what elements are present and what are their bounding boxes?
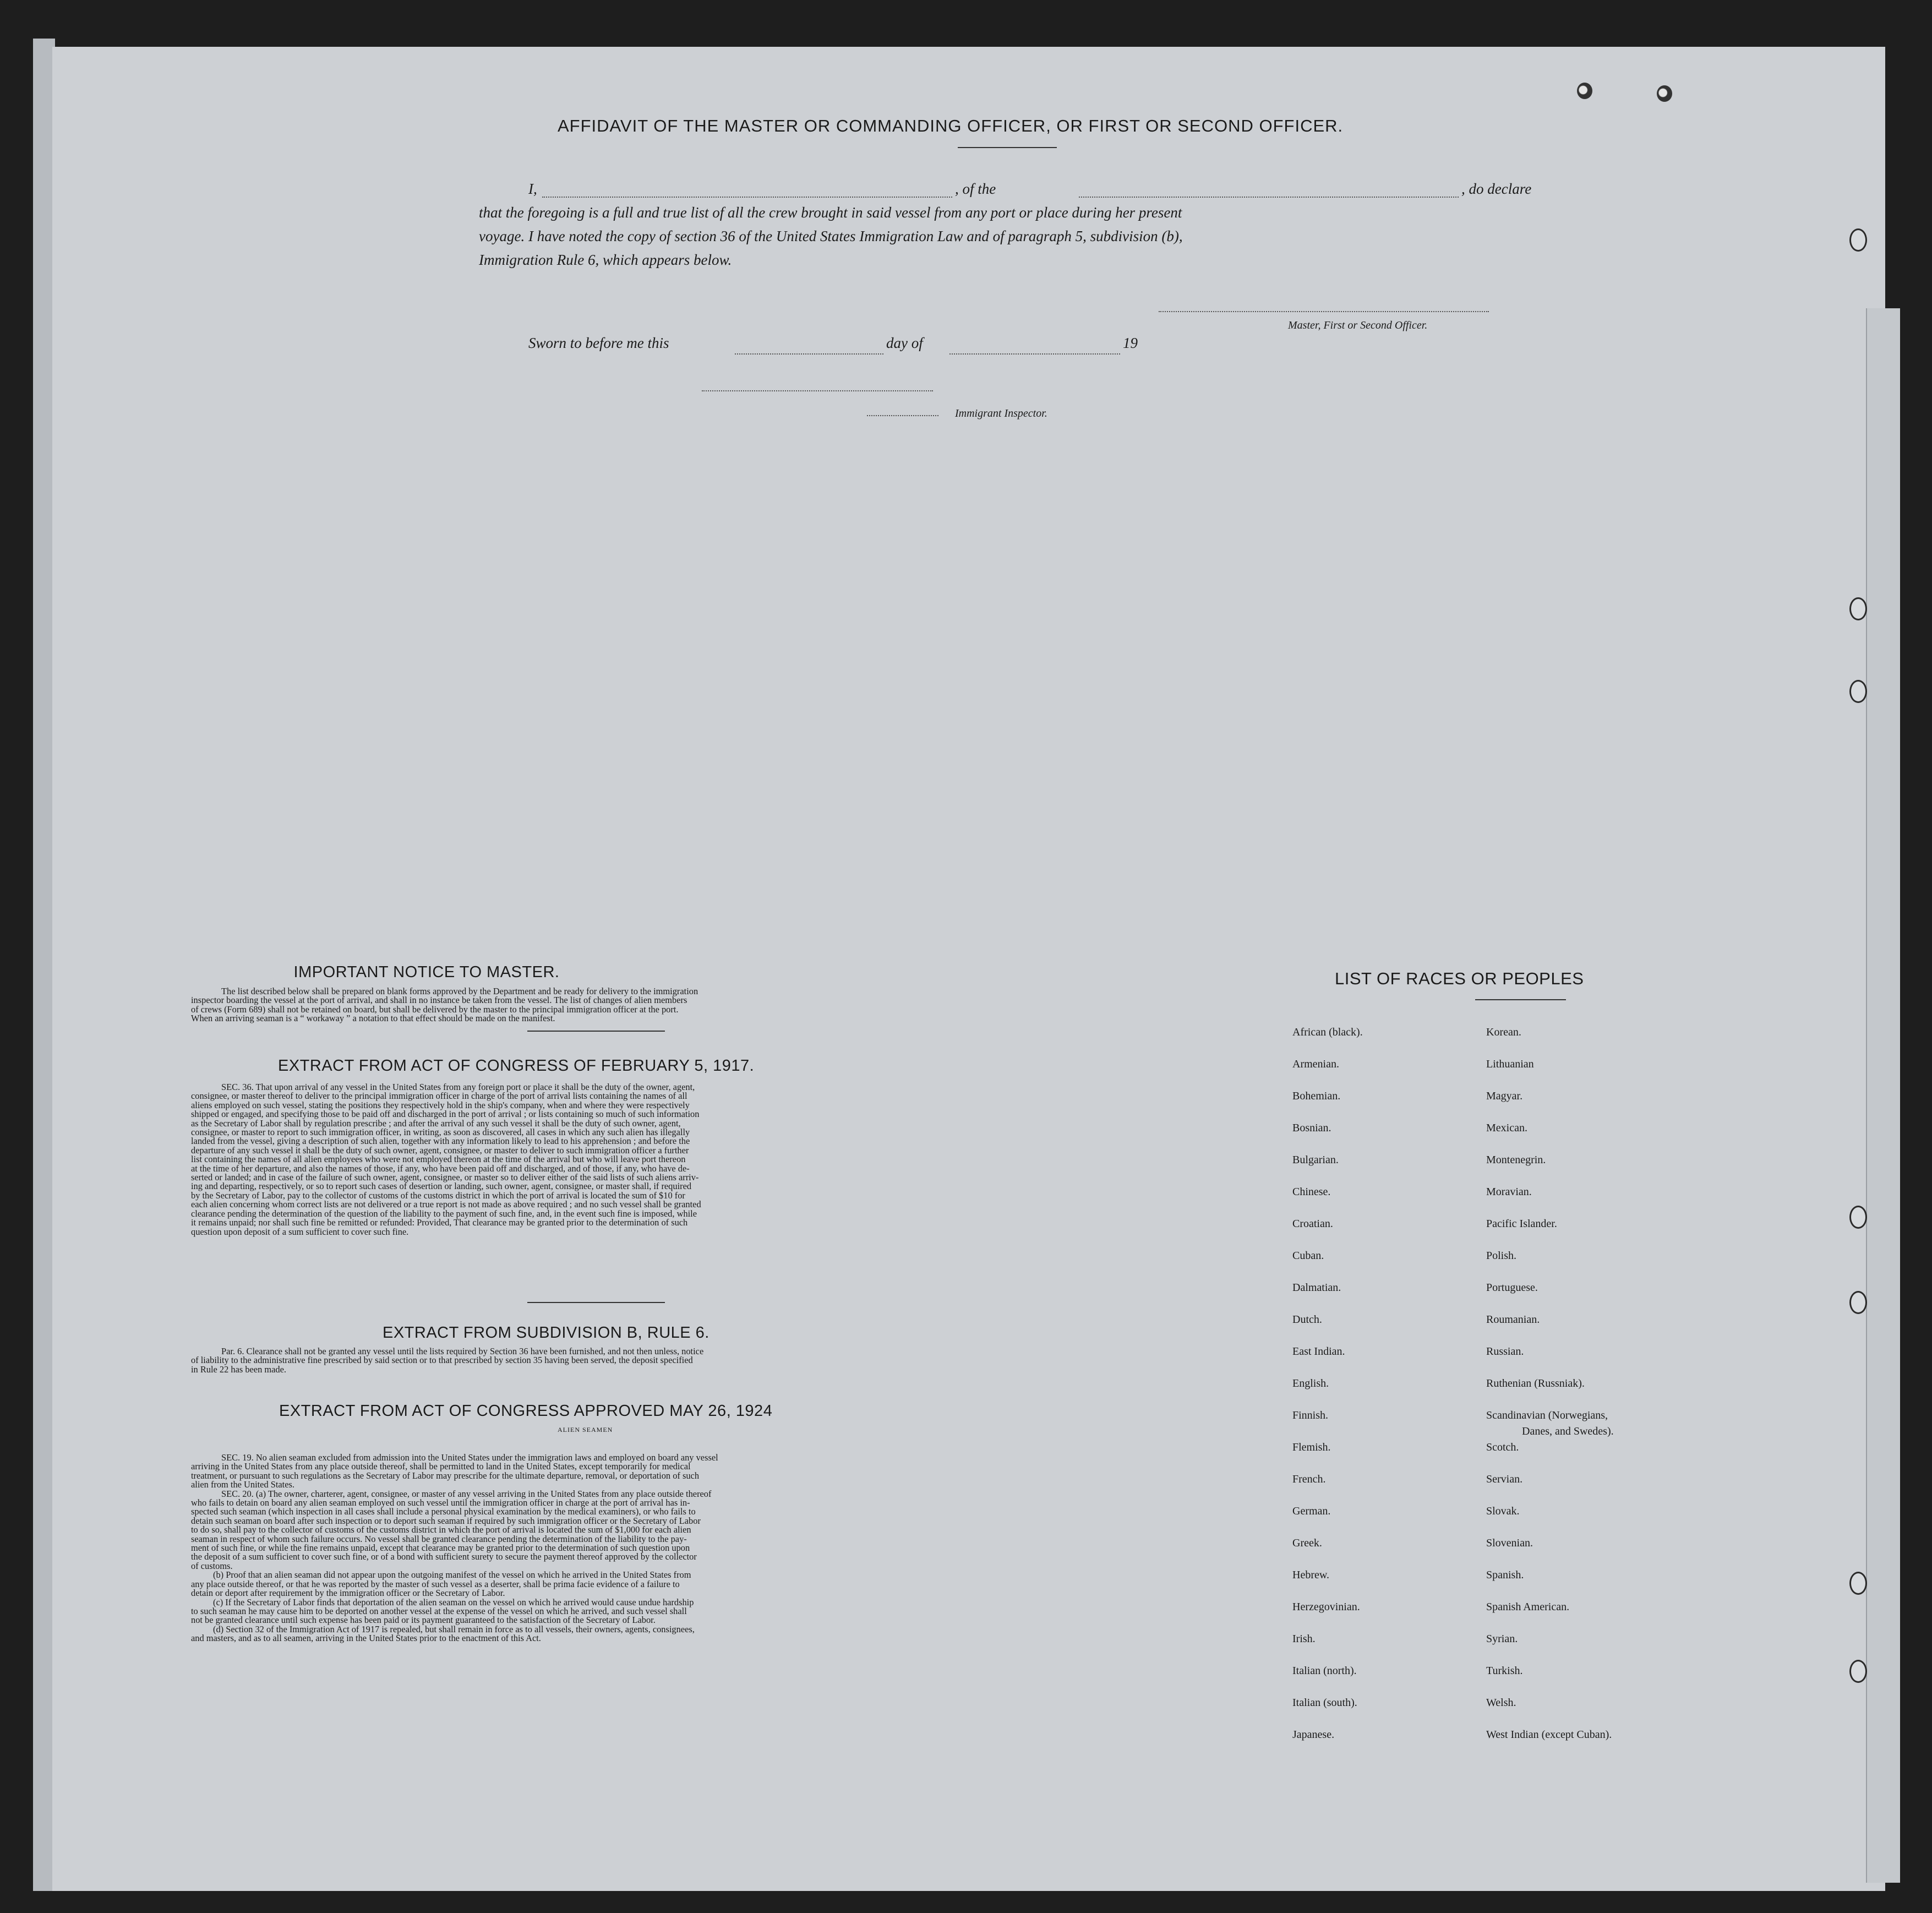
extract-1924-line: (c) If the Secretary of Labor finds that deportation of the alien seaman on the vessel on which he arrived would cause undue hardship bbox=[213, 1596, 694, 1607]
day-blank bbox=[735, 352, 883, 355]
binder-hole-icon bbox=[1849, 1572, 1867, 1595]
race-item: Pacific Islander. bbox=[1486, 1218, 1557, 1230]
race-item: Bulgarian. bbox=[1292, 1154, 1339, 1166]
extract-1917-line: aliens employed on such vessel, stating the positions they respectively hold in the ship's company, when and where they were respectively bbox=[191, 1099, 690, 1110]
rule-6-text bbox=[191, 1347, 1055, 1374]
extract-1924-line: ment of such fine, or while the fine remains unpaid, except that clearance may be granted prior to the determination of such question upon bbox=[191, 1543, 690, 1554]
race-item: Herzegovinian. bbox=[1292, 1601, 1360, 1613]
notice-line: inspector boarding the vessel at the port of arrival, and shall in no instance be taken from the vessel. The list of changes of alien members bbox=[191, 995, 687, 1006]
inspector-signature-line bbox=[702, 389, 933, 391]
race-item: Magyar. bbox=[1486, 1090, 1523, 1102]
extract-1924-line: any place outside thereof, or that he was reported by the master of such vessel as a deserter, shall be prima facie evidence of a failure to bbox=[191, 1578, 680, 1589]
grommet-icon bbox=[1657, 85, 1672, 102]
extract-1924-line: SEC. 19. No alien seaman excluded from admission into the United States under the immigration laws and employed on board any vessel bbox=[221, 1452, 718, 1463]
affidavit-of-the-label: , of the bbox=[955, 181, 996, 197]
race-item: Irish. bbox=[1292, 1633, 1316, 1645]
extract-1917-line: each alien concerning whom correct lists are not delivered or a true report is not made as above required ; and no such vessel shall be granted bbox=[191, 1199, 701, 1210]
race-item: German. bbox=[1292, 1505, 1331, 1517]
race-item: West Indian (except Cuban). bbox=[1486, 1729, 1612, 1741]
notice-line: of crews (Form 689) shall not be retained on board, but shall be delivered by the master to the principal immigration officer at the port. bbox=[191, 1004, 679, 1015]
extract-1924-line: to do so, shall pay to the collector of customs of the customs district in which the port of arrival is located the sum of $1,000 for each alien bbox=[191, 1524, 691, 1535]
extract-1924-line: of customs. bbox=[191, 1560, 233, 1571]
race-item: Scandinavian (Norwegians, bbox=[1486, 1409, 1608, 1421]
month-blank bbox=[949, 352, 1120, 355]
rule-6-title: EXTRACT FROM SUBDIVISION B, RULE 6. bbox=[383, 1324, 710, 1342]
race-item: Dalmatian. bbox=[1292, 1282, 1341, 1294]
binder-hole-icon bbox=[1849, 680, 1867, 703]
race-item: Finnish. bbox=[1292, 1409, 1329, 1421]
extract-1917-line: clearance pending the determination of the question of the liability to the payment of such fine, and, in the event such fine is imposed, while bbox=[191, 1208, 697, 1219]
race-item: Croatian. bbox=[1292, 1218, 1333, 1230]
extract-1917-line: SEC. 36. That upon arrival of any vessel in the United States from any foreign port or place it shall be the duty of the owner, agent, bbox=[221, 1082, 695, 1092]
race-item: Greek. bbox=[1292, 1537, 1322, 1549]
race-item: French. bbox=[1292, 1473, 1326, 1485]
extract-1917-line: serted or landed; and in case of the failure of such owner, agent, consignee, or master so to deliver either of the said lists of such aliens arriv- bbox=[191, 1172, 699, 1183]
race-item: Portuguese. bbox=[1486, 1282, 1538, 1294]
extract-1924-line: not be granted clearance until such expense has been paid or its payment guaranteed to the satisfaction of the Secretary of Labor. bbox=[191, 1615, 656, 1626]
race-item: Mexican. bbox=[1486, 1122, 1527, 1134]
race-item: Montenegrin. bbox=[1486, 1154, 1546, 1166]
extract-1917-line: shipped or engaged, and specifying those to be paid off and discharged in the port of arrival ; or lists containing so much of such information bbox=[191, 1109, 700, 1120]
master-signature-line bbox=[1159, 310, 1489, 312]
divider bbox=[527, 1031, 665, 1032]
race-item: Turkish. bbox=[1486, 1665, 1523, 1677]
affidavit-title: AFFIDAVIT OF THE MASTER OR COMMANDING OFFICER, OR FIRST OR SECOND OFFICER. bbox=[558, 116, 1344, 135]
extract-1917-line: by the Secretary of Labor, pay to the collector of customs of the customs district in which the port of arrival is located the sum of $10 for bbox=[191, 1190, 685, 1201]
race-item: Cuban. bbox=[1292, 1250, 1324, 1262]
race-item: Servian. bbox=[1486, 1473, 1523, 1485]
extract-1924-line: the deposit of a sum sufficient to cover such fine, or of a bond with sufficient surety to secure the payment thereof approved by the collector bbox=[191, 1551, 697, 1562]
extract-1924-text bbox=[191, 1453, 1055, 1643]
divider bbox=[1475, 999, 1566, 1000]
binder-hole-icon bbox=[1849, 597, 1867, 620]
affidavit-declare-label: , do declare bbox=[1461, 181, 1532, 197]
race-item: Danes, and Swedes). bbox=[1522, 1425, 1614, 1437]
binder-hole-icon bbox=[1849, 1660, 1867, 1683]
page-underlay-edge bbox=[33, 39, 55, 1891]
rule-6-line: Par. 6. Clearance shall not be granted any vessel until the lists required by Section 36 have been furnished, and not then unless, notice bbox=[221, 1346, 704, 1356]
binder-hole-icon bbox=[1849, 1291, 1867, 1314]
extract-1924-line: and masters, and as to all seamen, arriving in the United States prior to the enactment of this Act. bbox=[191, 1633, 541, 1644]
race-item: Slovak. bbox=[1486, 1505, 1520, 1517]
race-item: Welsh. bbox=[1486, 1697, 1516, 1709]
extract-1917-text bbox=[191, 1083, 1055, 1236]
extract-1924-line: spected such seaman (which inspection in all cases shall include a personal physical examination by the medical examiners), or who fails to bbox=[191, 1506, 696, 1517]
race-item: Roumanian. bbox=[1486, 1314, 1540, 1326]
extract-1924-line: to such seaman he may cause him to be deported on another vessel at the expense of the vessel on which he arrived, and such vessel shall bbox=[191, 1605, 687, 1616]
master-signature-label: Master, First or Second Officer. bbox=[1288, 319, 1428, 331]
race-item: English. bbox=[1292, 1377, 1329, 1389]
sworn-label: Sworn to before me this bbox=[528, 335, 669, 351]
extract-1924-line: alien from the United States. bbox=[191, 1479, 294, 1490]
extract-1917-line: it remains unpaid; nor shall such fine be remitted or refunded: Provided, That clearance may be granted prior to the determination of such bbox=[191, 1217, 688, 1228]
inspector-label: Immigrant Inspector. bbox=[955, 407, 1047, 419]
extract-1924-line: treatment, or pursuant to such regulations as the Secretary of Labor may prescribe for the ultimate departure, removal, or deportation of such bbox=[191, 1470, 700, 1481]
extract-1924-line: SEC. 20. (a) The owner, charterer, agent, consignee, or master of any vessel arriving in the United States from any place outside thereof bbox=[221, 1488, 712, 1499]
name-blank bbox=[542, 195, 952, 198]
rule-6-line: of liability to the administrative fine prescribed by said section or to that prescribed by section 35 having been served, the deposit specified bbox=[191, 1355, 693, 1366]
race-item: Dutch. bbox=[1292, 1314, 1322, 1326]
race-item: Korean. bbox=[1486, 1026, 1521, 1038]
binder-hole-icon bbox=[1849, 1206, 1867, 1229]
race-item: Bohemian. bbox=[1292, 1090, 1341, 1102]
extract-1917-line: consignee, or master thereof to deliver to the principal immigration officer in charge of the port of arrival lists containing the names of all bbox=[191, 1091, 687, 1102]
races-title: LIST OF RACES OR PEOPLES bbox=[1335, 969, 1584, 988]
extract-1917-title: EXTRACT FROM ACT OF CONGRESS OF FEBRUARY 5, 1917. bbox=[278, 1057, 755, 1075]
race-item: Flemish. bbox=[1292, 1441, 1331, 1453]
extract-1917-line: question upon deposit of a sum sufficient to cover such fine. bbox=[191, 1226, 409, 1237]
notice-title: IMPORTANT NOTICE TO MASTER. bbox=[293, 963, 560, 981]
extract-1924-line: (b) Proof that an alien seaman did not appear upon the outgoing manifest of the vessel on which he arrived in the United States from bbox=[213, 1569, 691, 1580]
notice-line: When an arriving seaman is a “ workaway ” a notation to that effect should be made on the manifest. bbox=[191, 1013, 555, 1024]
race-item: Spanish American. bbox=[1486, 1601, 1570, 1613]
race-item: Lithuanian bbox=[1486, 1058, 1534, 1070]
extract-1917-line: list containing the names of all alien employees who were not employed thereon at the time of the arrival but who will leave port thereon bbox=[191, 1154, 686, 1165]
race-item: Polish. bbox=[1486, 1250, 1517, 1262]
rule-6-line: in Rule 22 has been made. bbox=[191, 1364, 286, 1375]
extract-1917-line: ing and departing, respectively, or so to report such cases of desertion or landing, such owner, agent, consignee, or master shall, if required bbox=[191, 1181, 692, 1192]
binder-hole-icon bbox=[1849, 228, 1867, 252]
extract-1924-line: seaman in respect of whom such failure occurs. No vessel shall be granted clearance pending the determination of the liability to the pay- bbox=[191, 1533, 687, 1544]
right-page-edge bbox=[1866, 308, 1900, 1883]
affidavit-line-3: Immigration Rule 6, which appears below. bbox=[479, 252, 732, 268]
race-item: Italian (north). bbox=[1292, 1665, 1357, 1677]
extract-1917-line: at the time of her departure, and also the names of those, if any, who have been paid off and discharged, and of those, if any, who have de- bbox=[191, 1163, 690, 1174]
extract-1924-line: detain such seaman on board after such inspection or to deport such seaman if required by such immigration officer or the Secretary of Labor bbox=[191, 1515, 701, 1526]
extract-1924-line: arriving in the United States from any place outside thereof, shall be permitted to land in the United States, except temporarily for medical bbox=[191, 1461, 691, 1472]
extract-1917-line: as the Secretary of Labor shall by regulation prescribe ; and after the arrival of any such vessel it shall be the duty of such owner, agent, bbox=[191, 1118, 681, 1129]
notice-text bbox=[191, 987, 1055, 1023]
alien-seamen-subtitle: ALIEN SEAMEN bbox=[558, 1426, 613, 1434]
race-item: Bosnian. bbox=[1292, 1122, 1331, 1134]
affidavit-i-label: I, bbox=[528, 181, 537, 197]
form-page bbox=[52, 47, 1885, 1891]
race-item: Italian (south). bbox=[1292, 1697, 1357, 1709]
race-item: Scotch. bbox=[1486, 1441, 1519, 1453]
race-item: Hebrew. bbox=[1292, 1569, 1330, 1581]
divider bbox=[958, 147, 1057, 148]
race-item: Ruthenian (Russniak). bbox=[1486, 1377, 1585, 1389]
extract-1917-line: consignee, or master to report to such immigration officer, in writing, as soon as discovered, all cases in which any such alien has illegally bbox=[191, 1127, 690, 1138]
race-item: Spanish. bbox=[1486, 1569, 1524, 1581]
affidavit-line-2: voyage. I have noted the copy of section 36 of the United States Immigration Law and of paragraph 5, subdivision (b), bbox=[479, 228, 1183, 244]
notice-line: The list described below shall be prepared on blank forms approved by the Department and be ready for delivery to the immigration bbox=[221, 986, 698, 996]
race-item: Moravian. bbox=[1486, 1186, 1532, 1198]
race-item: Armenian. bbox=[1292, 1058, 1339, 1070]
inspector-dots bbox=[867, 414, 938, 416]
race-item: Syrian. bbox=[1486, 1633, 1518, 1645]
race-item: Chinese. bbox=[1292, 1186, 1331, 1198]
grommet-icon bbox=[1577, 83, 1592, 99]
extract-1917-line: departure of any such vessel it shall be the duty of such owner, agent, consignee, or master to deliver to such immigration officer a further bbox=[191, 1144, 689, 1156]
extract-1924-title: EXTRACT FROM ACT OF CONGRESS APPROVED MAY 26, 1924 bbox=[279, 1402, 773, 1420]
race-item: African (black). bbox=[1292, 1026, 1363, 1038]
year-label: 19 bbox=[1123, 335, 1138, 351]
race-item: Slovenian. bbox=[1486, 1537, 1533, 1549]
vessel-blank bbox=[1079, 195, 1459, 198]
extract-1917-line: landed from the vessel, giving a description of such alien, together with any information likely to lead to his apprehension ; and before the bbox=[191, 1136, 690, 1147]
extract-1924-line: who fails to detain on board any alien seaman employed on such vessel until the immigration officer in charge at the port of arrival has in- bbox=[191, 1497, 690, 1508]
race-item: East Indian. bbox=[1292, 1345, 1345, 1358]
extract-1924-line: (d) Section 32 of the Immigration Act of 1917 is repealed, but shall remain in force as to all vessels, their owners, agents, consignees, bbox=[213, 1623, 695, 1634]
extract-1924-line: detain or deport after requirement by the immigration officer or the Secretary of Labor. bbox=[191, 1588, 505, 1599]
day-of-label: day of bbox=[886, 335, 923, 351]
divider bbox=[527, 1302, 665, 1303]
affidavit-line-1: that the foregoing is a full and true list of all the crew brought in said vessel from any port or place during her present bbox=[479, 204, 1182, 221]
race-item: Russian. bbox=[1486, 1345, 1524, 1358]
race-item: Japanese. bbox=[1292, 1729, 1335, 1741]
